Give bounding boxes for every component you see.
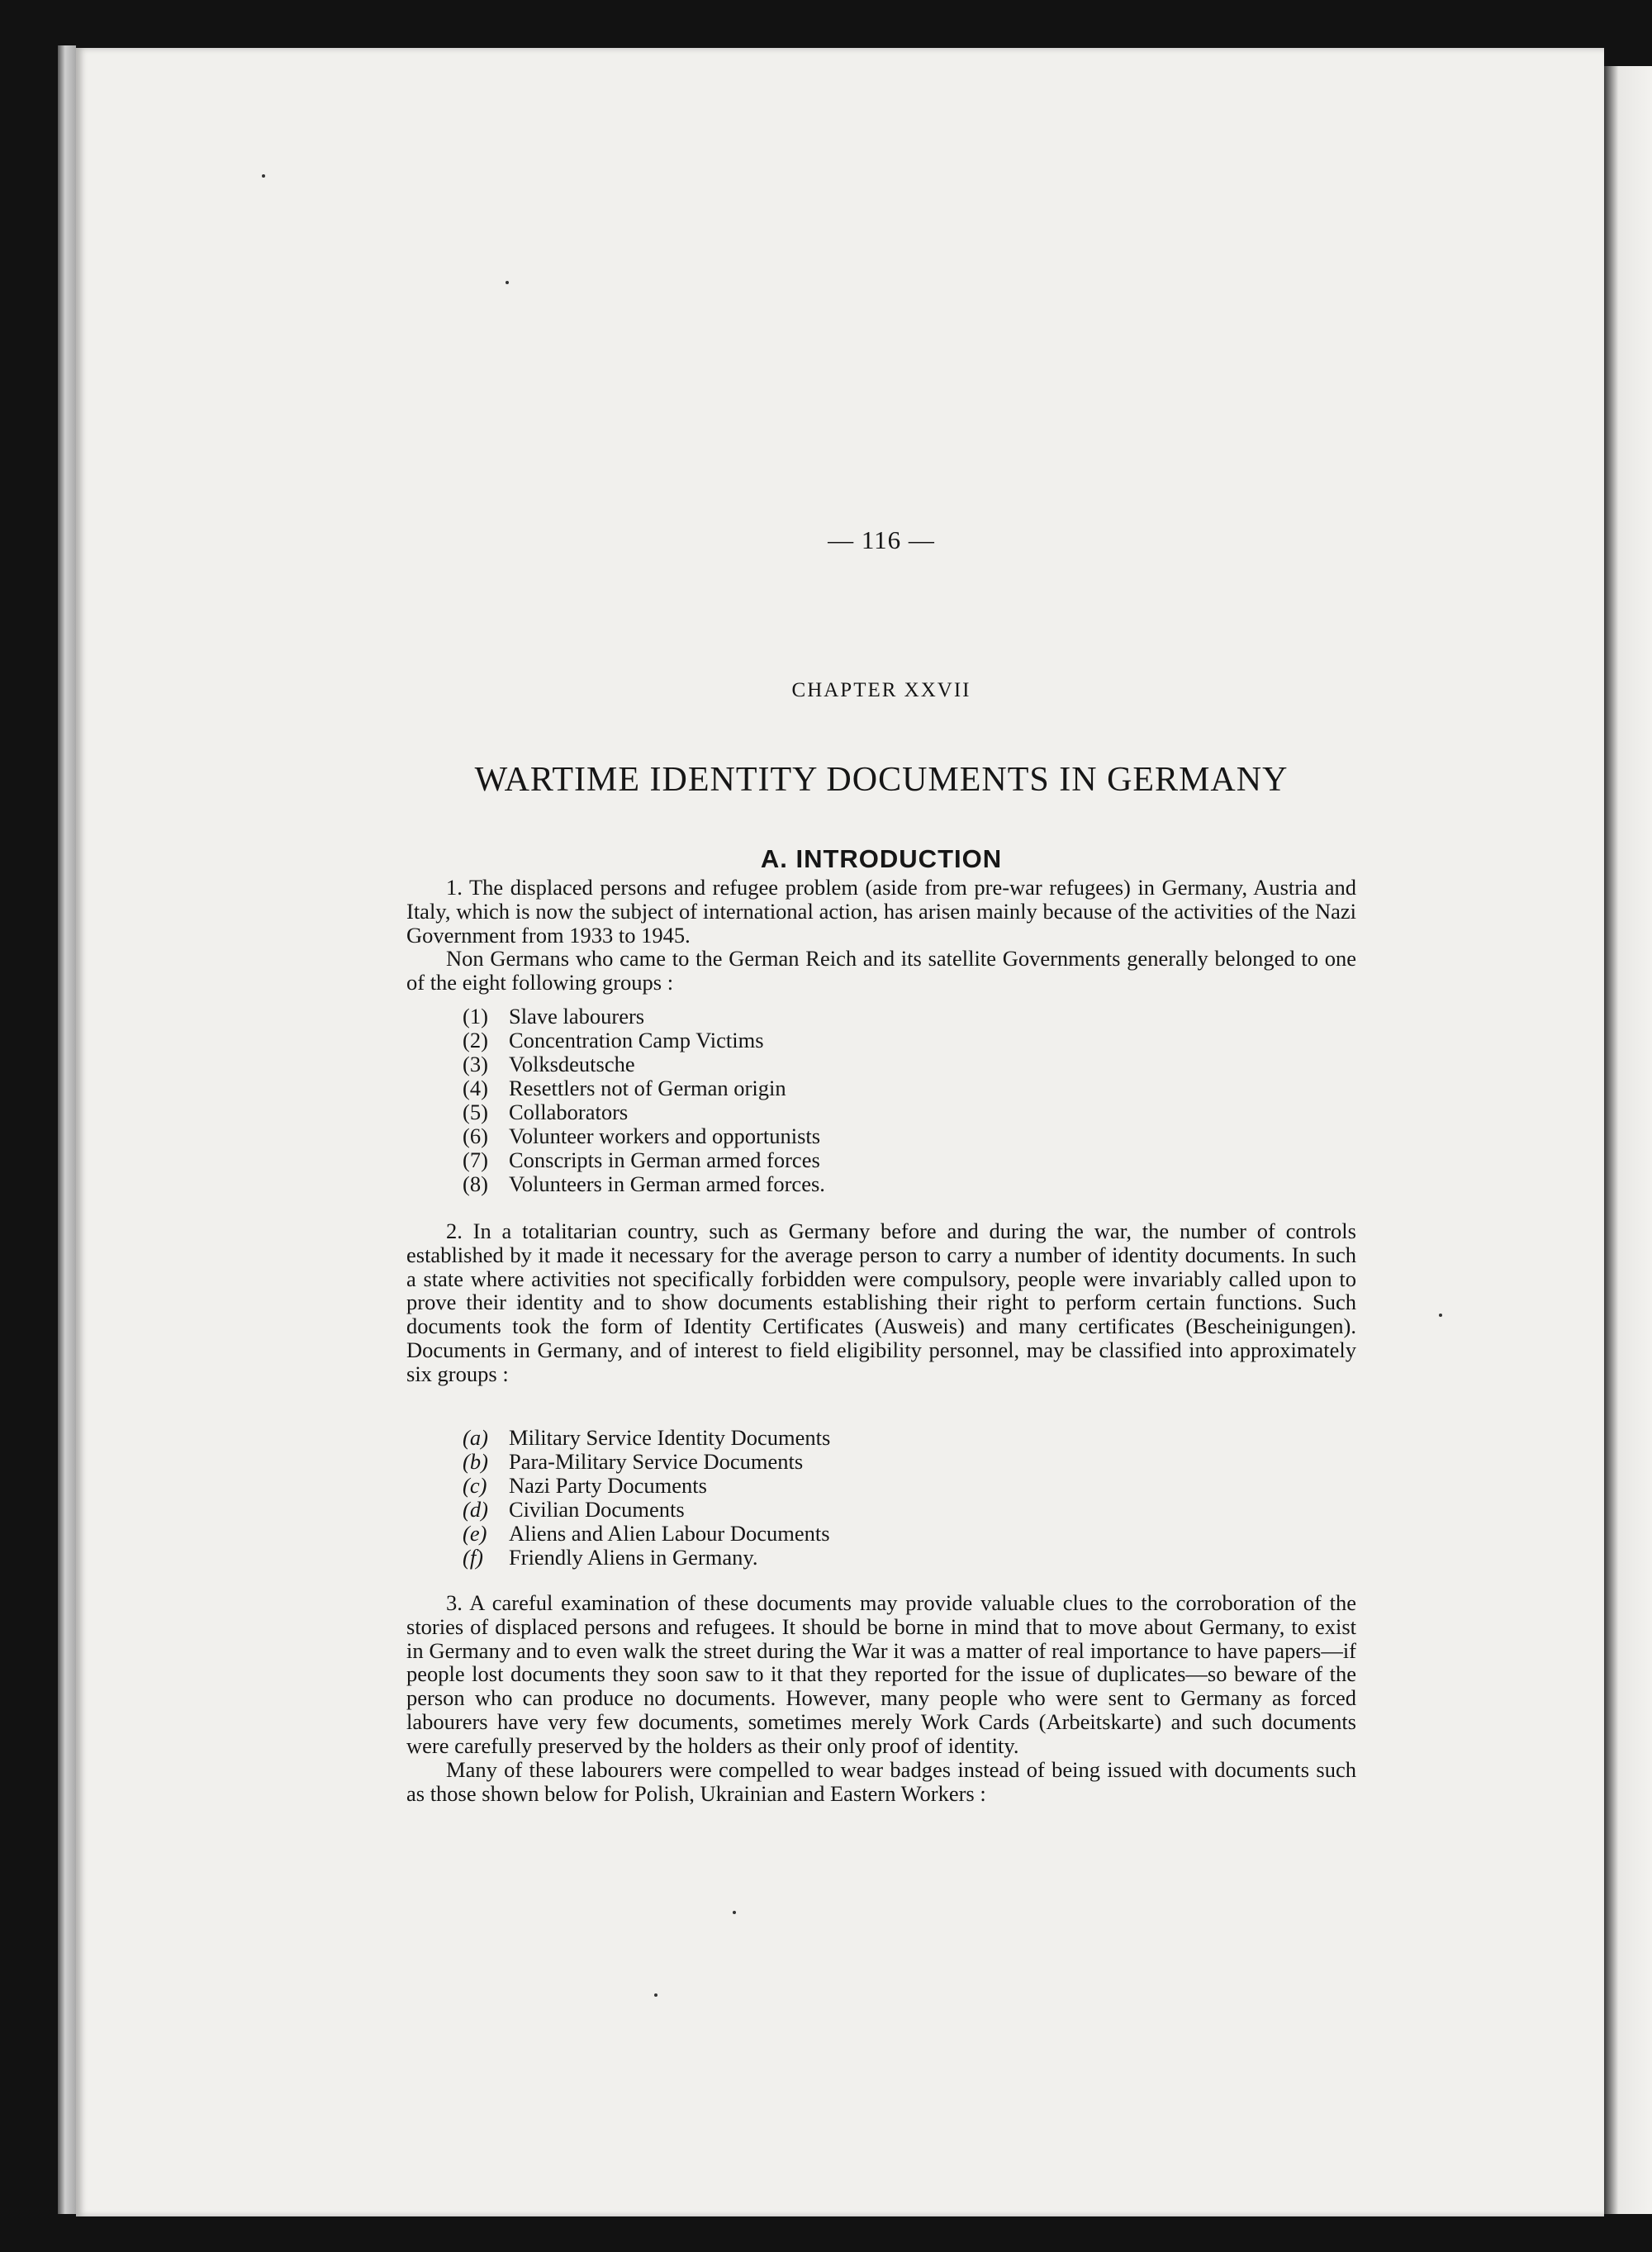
chapter-heading: CHAPTER XXVII — [791, 679, 971, 701]
list-item: (f) Friendly Aliens in Germany. — [463, 1545, 758, 1570]
list-item: (6) Volunteer workers and opportunists — [463, 1124, 821, 1148]
document-groups-list — [463, 1426, 1289, 1570]
list-item: (b) Para-Military Service Documents — [463, 1449, 804, 1474]
list-item: (5) Collaborators — [463, 1100, 629, 1124]
list-item: (8) Volunteers in German armed forces. — [463, 1171, 825, 1196]
list-item: (1) Slave labourers — [463, 1004, 645, 1029]
paragraph-2: 2. In a totalitarian country, such as Germany before and during the war, the number of controls established by it made it necessary for the average person to carry a number of identity documents. In such a state where activities not specifically forbidden were compulsory, people were invariably called upon to prove their identity and to show documents establishing their right to perform certain functions. Such documents took the form of Identity Certificates (Ausweis) and many certificates (Bescheinigungen). Documents in Germany, and of interest to field eligibility personnel, may be classified into approximately six groups : — [406, 1219, 1356, 1386]
list-item: (c) Nazi Party Documents — [463, 1473, 707, 1498]
groups-list — [463, 1005, 1289, 1196]
paragraph-1: 1. The displaced persons and refugee problem (aside from pre-war refugees) in Germany, Austria and Italy, which is now the subject of international action, has arisen mainly because of the activities of the Nazi Government from 1933 to 1945. — [406, 875, 1356, 948]
paragraph-3b: Many of these labourers were compelled to wear badges instead of being issued with documents such as those shown below for Polish, Ukrainian and Eastern Workers : — [406, 1757, 1356, 1806]
page-title: WARTIME IDENTITY DOCUMENTS IN GERMANY — [474, 761, 1289, 799]
list-item: (e) Aliens and Alien Labour Documents — [463, 1521, 830, 1546]
section-heading: A. INTRODUCTION — [760, 844, 1003, 873]
list-item: (2) Concentration Camp Victims — [463, 1028, 764, 1052]
list-item: (a) Military Service Identity Documents — [463, 1425, 831, 1450]
dust-speck — [733, 1911, 736, 1914]
list-item: (7) Conscripts in German armed forces — [463, 1147, 820, 1172]
next-page-edge — [1604, 66, 1652, 2214]
document-page — [76, 48, 1604, 2216]
book-spine — [58, 45, 76, 2214]
dust-speck — [1439, 1314, 1442, 1317]
page-number: — 116 — — [828, 525, 935, 554]
list-item: (3) Volksdeutsche — [463, 1052, 635, 1076]
paragraph-3: 3. A careful examination of these documents may provide valuable clues to the corroboration of the stories of displaced persons and refugees. It should be borne in mind that to move about Germany, to exist in Germany and to even walk the street during the War it was a matter of real importance to have papers—if people lost documents they soon saw to it that they reported for the issue of duplicates—so beware of the person who can produce no documents. However, many people who were sent to Germany as forced labourers have very few documents, sometimes merely Work Cards (Arbeitskarte) and such documents were carefully preserved by the holders as their only proof of identity. — [406, 1590, 1356, 1758]
list-item: (d) Civilian Documents — [463, 1497, 685, 1522]
paragraph-1b: Non Germans who came to the German Reich and its satellite Governments generally belonged to one of the eight following groups : — [406, 946, 1356, 995]
dust-speck — [654, 1993, 657, 1997]
dust-speck — [506, 281, 509, 284]
dust-speck — [262, 174, 265, 178]
list-item: (4) Resettlers not of German origin — [463, 1076, 786, 1100]
